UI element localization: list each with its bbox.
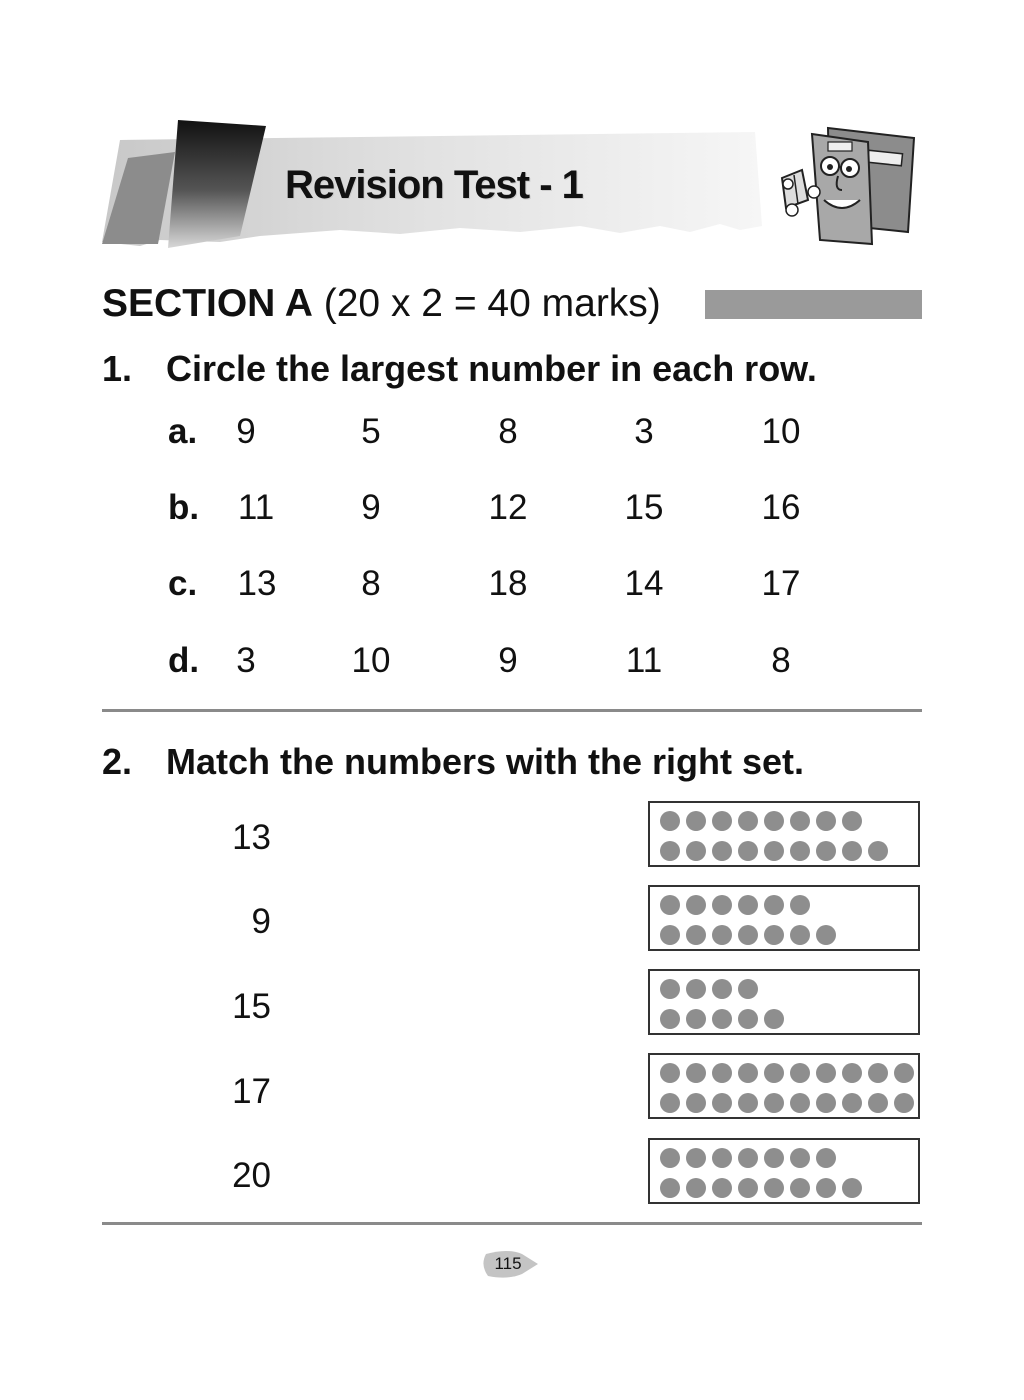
dot-row xyxy=(660,1178,862,1198)
counter-dot xyxy=(738,1063,758,1083)
counter-dot xyxy=(660,1178,680,1198)
counter-dot xyxy=(790,925,810,945)
match-number[interactable]: 15 xyxy=(232,987,271,1026)
counter-dot xyxy=(764,1009,784,1029)
dot-row xyxy=(660,1009,784,1029)
section-heading xyxy=(102,282,661,326)
counter-dot xyxy=(894,1093,914,1113)
row-a-number[interactable]: 8 xyxy=(498,412,518,451)
counter-dot xyxy=(660,925,680,945)
question-2-number: 2. xyxy=(102,741,133,782)
counter-dot xyxy=(738,841,758,861)
counter-dot xyxy=(712,895,732,915)
row-d-number[interactable]: 3 xyxy=(236,641,256,680)
row-a-number[interactable]: 5 xyxy=(361,412,381,451)
counter-dot xyxy=(738,1178,758,1198)
counter-dot xyxy=(816,811,836,831)
row-c-number[interactable]: 14 xyxy=(624,564,664,603)
counter-dot xyxy=(816,1093,836,1113)
counter-dot xyxy=(660,979,680,999)
counter-dot xyxy=(738,925,758,945)
page-title: Revision Test - 1 xyxy=(285,163,583,207)
section-marks: (20 x 2 = 40 marks) xyxy=(323,282,661,325)
counter-dot xyxy=(868,841,888,861)
counter-dot xyxy=(712,1148,732,1168)
counter-dot xyxy=(686,925,706,945)
row-c-number[interactable]: 17 xyxy=(761,564,801,603)
counter-dot xyxy=(816,841,836,861)
counter-dot xyxy=(868,1063,888,1083)
counter-dot xyxy=(712,1063,732,1083)
match-number[interactable]: 13 xyxy=(232,818,271,857)
dot-set-box[interactable] xyxy=(648,885,920,951)
counter-dot xyxy=(660,1093,680,1113)
row-c-number[interactable]: 18 xyxy=(488,564,528,603)
counter-dot xyxy=(738,1093,758,1113)
dot-row xyxy=(660,925,836,945)
row-a-number[interactable]: 9 xyxy=(236,412,256,451)
dot-row xyxy=(660,1093,914,1113)
counter-dot xyxy=(738,811,758,831)
counter-dot xyxy=(686,811,706,831)
counter-dot xyxy=(790,1148,810,1168)
counter-dot xyxy=(660,895,680,915)
row-a-number[interactable]: 10 xyxy=(761,412,801,451)
counter-dot xyxy=(686,979,706,999)
counter-dot xyxy=(738,895,758,915)
row-label-a: a. xyxy=(168,412,198,451)
book-mascot-icon xyxy=(768,120,920,248)
match-number[interactable]: 20 xyxy=(232,1156,271,1195)
row-d-number[interactable]: 9 xyxy=(498,641,518,680)
counter-dot xyxy=(712,811,732,831)
counter-dot xyxy=(738,979,758,999)
counter-dot xyxy=(764,1148,784,1168)
counter-dot xyxy=(764,895,784,915)
dot-row xyxy=(660,979,758,999)
counter-dot xyxy=(816,1178,836,1198)
dot-set-box[interactable] xyxy=(648,801,920,867)
counter-dot xyxy=(790,1178,810,1198)
counter-dot xyxy=(712,1009,732,1029)
counter-dot xyxy=(686,1148,706,1168)
counter-dot xyxy=(660,1063,680,1083)
counter-dot xyxy=(738,1009,758,1029)
counter-dot xyxy=(764,1178,784,1198)
section-name: SECTION A xyxy=(102,282,313,325)
row-b-number[interactable]: 15 xyxy=(624,488,664,527)
counter-dot xyxy=(712,1178,732,1198)
dot-row xyxy=(660,895,810,915)
counter-dot xyxy=(842,1178,862,1198)
counter-dot xyxy=(842,1063,862,1083)
section-bar xyxy=(705,290,922,319)
counter-dot xyxy=(894,1063,914,1083)
row-c-number[interactable]: 13 xyxy=(237,564,277,603)
counter-dot xyxy=(686,1063,706,1083)
counter-dot xyxy=(686,895,706,915)
counter-dot xyxy=(790,1063,810,1083)
divider xyxy=(102,709,922,712)
question-1-number: 1. xyxy=(102,348,133,389)
counter-dot xyxy=(816,925,836,945)
counter-dot xyxy=(660,841,680,861)
counter-dot xyxy=(660,811,680,831)
counter-dot xyxy=(764,925,784,945)
row-b-number[interactable]: 11 xyxy=(237,488,275,527)
row-a-number[interactable]: 3 xyxy=(634,412,654,451)
counter-dot xyxy=(764,1093,784,1113)
counter-dot xyxy=(816,1063,836,1083)
question-2-text: Match the numbers with the right set. xyxy=(166,741,805,782)
counter-dot xyxy=(764,811,784,831)
dot-set-box[interactable] xyxy=(648,1053,920,1119)
counter-dot xyxy=(790,895,810,915)
counter-dot xyxy=(712,1093,732,1113)
dot-row xyxy=(660,811,862,831)
counter-dot xyxy=(790,841,810,861)
counter-dot xyxy=(738,1148,758,1168)
counter-dot xyxy=(660,1009,680,1029)
counter-dot xyxy=(790,811,810,831)
divider xyxy=(102,1222,922,1225)
match-number[interactable]: 17 xyxy=(232,1072,271,1111)
row-b-number[interactable]: 16 xyxy=(761,488,801,527)
row-label-c: c. xyxy=(168,564,198,603)
counter-dot xyxy=(712,979,732,999)
row-c-number[interactable]: 8 xyxy=(361,564,381,603)
counter-dot xyxy=(842,1093,862,1113)
counter-dot xyxy=(764,1063,784,1083)
row-d-number[interactable]: 8 xyxy=(771,641,791,680)
counter-dot xyxy=(686,1009,706,1029)
page-number: 115 xyxy=(494,1254,522,1273)
counter-dot xyxy=(842,811,862,831)
counter-dot xyxy=(686,1093,706,1113)
row-d-number[interactable]: 11 xyxy=(625,641,663,680)
counter-dot xyxy=(686,1178,706,1198)
counter-dot xyxy=(660,1148,680,1168)
dot-row xyxy=(660,841,888,861)
counter-dot xyxy=(686,841,706,861)
row-label-d: d. xyxy=(168,641,200,680)
counter-dot xyxy=(712,925,732,945)
question-1-text: Circle the largest number in each row. xyxy=(166,348,817,389)
counter-dot xyxy=(764,841,784,861)
counter-dot xyxy=(790,1093,810,1113)
counter-dot xyxy=(712,841,732,861)
row-label-b: b. xyxy=(168,488,200,527)
counter-dot xyxy=(868,1093,888,1113)
dot-set-box[interactable] xyxy=(648,1138,920,1204)
dot-row xyxy=(660,1063,914,1083)
counter-dot xyxy=(816,1148,836,1168)
row-b-number[interactable]: 9 xyxy=(361,488,381,527)
match-number[interactable]: 9 xyxy=(251,902,271,941)
row-d-number[interactable]: 10 xyxy=(351,641,391,680)
counter-dot xyxy=(842,841,862,861)
dot-row xyxy=(660,1148,836,1168)
dot-set-box[interactable] xyxy=(648,969,920,1035)
row-b-number[interactable]: 12 xyxy=(488,488,528,527)
